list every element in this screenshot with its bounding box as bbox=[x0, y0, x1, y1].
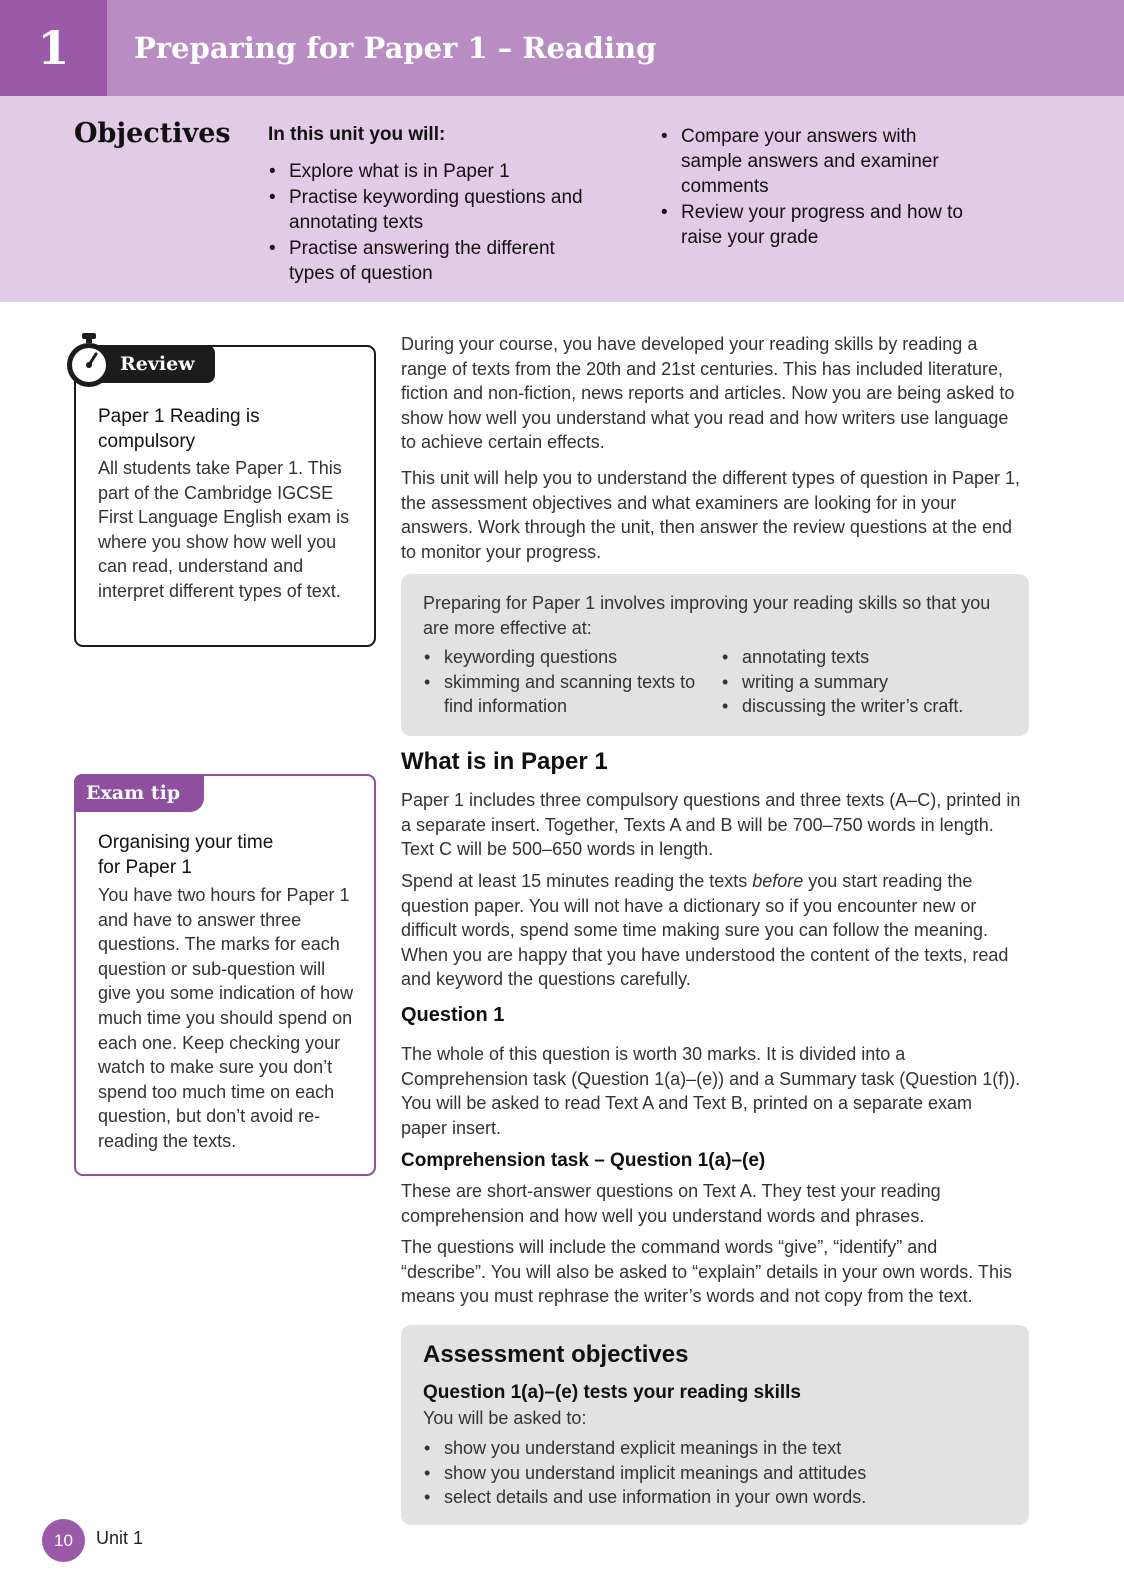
exam-tip-tab: Exam tip bbox=[74, 774, 204, 812]
review-tab: Review bbox=[94, 345, 215, 383]
assessment-item: • select details and use information in your own words. bbox=[423, 1485, 1013, 1510]
objectives-list-right bbox=[660, 124, 980, 251]
skills-item: • keywording questions bbox=[423, 645, 698, 670]
assessment-item: • show you understand implicit meanings and attitudes bbox=[423, 1461, 1013, 1486]
skills-list-left bbox=[423, 645, 698, 719]
assessment-subheading: Question 1(a)–(e) tests your reading skills bbox=[423, 1382, 801, 1403]
stopwatch-icon bbox=[64, 332, 114, 390]
footer-unit-label: Unit 1 bbox=[96, 1528, 144, 1548]
what-paragraph-2: Spend at least 15 minutes reading the texts before you start reading the question paper. You will not have a dictionary so if you encounter new or difficult words, spend some time making sure you can follow the meaning. When you are happy that you have understood the content of the texts, read and keyword the questions carefully. bbox=[401, 871, 1009, 990]
review-heading: Paper 1 Reading is compulsory bbox=[98, 406, 260, 452]
assessment-intro: You will be asked to: bbox=[423, 1408, 587, 1428]
page-number: 10 bbox=[42, 1519, 85, 1562]
question-1-paragraph: The whole of this question is worth 30 marks. It is divided into a Comprehension task (Question 1(a)–(e)) and a Summary task (Question 1(f)). You will be asked to read Text A and Text B, printed on a separate exam paper insert. bbox=[401, 1044, 1021, 1138]
exam-tip-heading: Organising your time for Paper 1 bbox=[98, 832, 274, 878]
skills-item: • skimming and scanning texts to find information bbox=[423, 670, 698, 719]
exam-tip-text: You have two hours for Paper 1 and have to answer three questions. The marks for each question or sub-question will give you some indication of how much time you should spend on each one. Keep checking your watch to make sure you don’t spend too much time on each question, but don’t avoid re-reading the texts. bbox=[98, 885, 354, 1151]
section-heading-what-is-in-paper-1: What is in Paper 1 bbox=[401, 748, 608, 775]
review-text: All students take Paper 1. This part of the Cambridge IGCSE First Language English exam is where you show how well you can read, understand and interpret different types of text. bbox=[98, 458, 350, 601]
objective-item: • Compare your answers with sample answers and examiner comments bbox=[660, 124, 980, 199]
comprehension-task-heading: Comprehension task – Question 1(a)–(e) bbox=[401, 1150, 766, 1171]
intro-paragraph-2: This unit will help you to understand the different types of question in Paper 1, the assessment objectives and what examiners are looking for in your answers. Work through the unit, then answer the review questions at the end to monitor your progress. bbox=[401, 468, 1021, 562]
skills-item: • discussing the writer’s craft. bbox=[721, 694, 1011, 719]
unit-number: 1 bbox=[0, 0, 107, 96]
skills-item: • writing a summary bbox=[721, 670, 1011, 695]
assessment-list bbox=[423, 1436, 1013, 1510]
question-1-heading: Question 1 bbox=[401, 1004, 505, 1026]
objective-item: • Practise keywording questions and annotating texts bbox=[268, 185, 598, 235]
objectives-list-left bbox=[268, 159, 598, 287]
objectives-intro: In this unit you will: bbox=[268, 124, 446, 145]
objective-item: • Review your progress and how to raise your grade bbox=[660, 200, 980, 250]
assessment-objectives-heading: Assessment objectives bbox=[423, 1341, 689, 1368]
objective-item: • Explore what is in Paper 1 bbox=[268, 159, 598, 184]
assessment-item: • show you understand explicit meanings in the text bbox=[423, 1436, 1013, 1461]
unit-title: Preparing for Paper 1 – Reading bbox=[134, 31, 657, 65]
emphasis-before: before bbox=[752, 871, 804, 891]
skills-list-right bbox=[721, 645, 1011, 719]
comprehension-paragraph-2: The questions will include the command words “give”, “identify” and “describe”. You will also be asked to “explain” details in your own words. This means you must rephrase the writer’s words and not copy from the text. bbox=[401, 1237, 1012, 1307]
objective-item: • Practise answering the different types of question bbox=[268, 236, 598, 286]
skills-intro: Preparing for Paper 1 involves improving your reading skills so that you are more effective at: bbox=[423, 593, 991, 638]
intro-paragraph-1: During your course, you have developed your reading skills by reading a range of texts from the 20th and 21st centuries. This has included literature, fiction and non-fiction, news reports and articles. Now you are being asked to show how well you understand what you read and how writers use language to achieve certain effects. bbox=[401, 334, 1015, 453]
skills-item: • annotating texts bbox=[721, 645, 1011, 670]
what-paragraph-1: Paper 1 includes three compulsory questions and three texts (A–C), printed in a separate insert. Together, Texts A and B will be 700–750 words in length. Text C will be 500–650 words in length. bbox=[401, 790, 1021, 860]
comprehension-paragraph-1: These are short-answer questions on Text A. They test your reading comprehension and how well you understand words and phrases. bbox=[401, 1181, 941, 1226]
objectives-title: Objectives bbox=[74, 118, 231, 149]
